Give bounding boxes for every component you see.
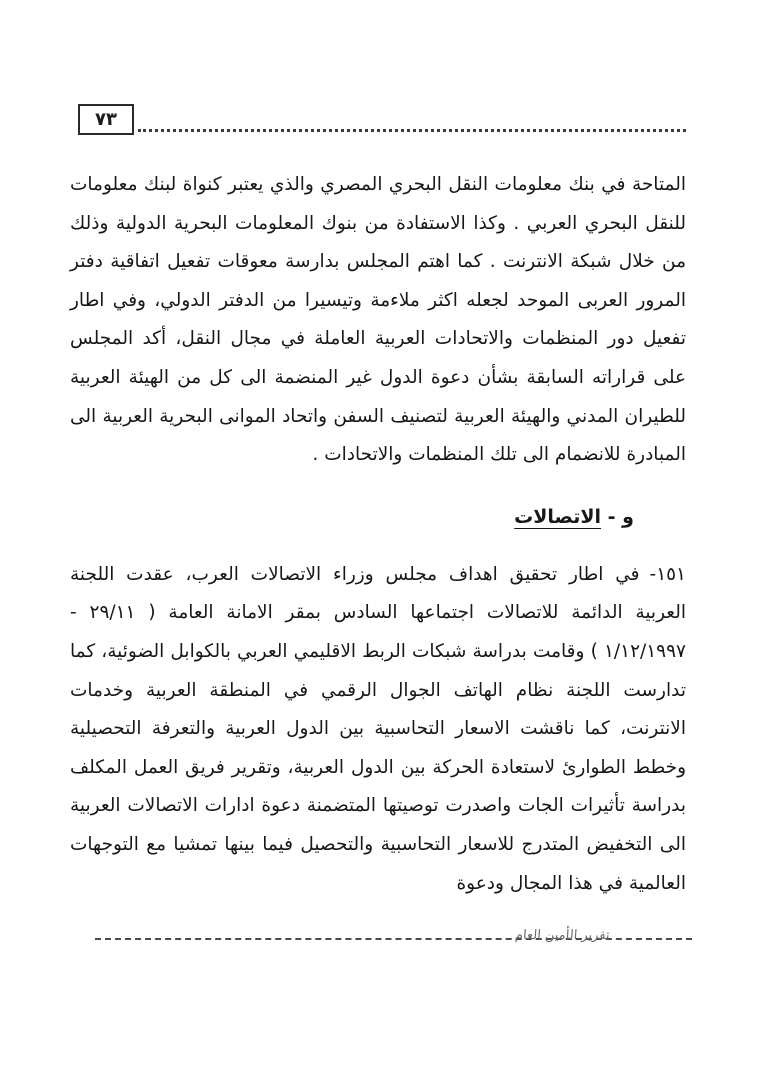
- page-header: [0, 102, 758, 142]
- section-letter: و -: [601, 505, 634, 528]
- footer-label: تقرير الأمين العام: [514, 928, 611, 943]
- page-number: ٧٣: [95, 109, 117, 130]
- paragraph-151-text: في اطار تحقيق اهداف مجلس وزراء الاتصالات العرب، عقدت اللجنة العربية الدائمة للاتصالات اجتماعها السادس بمقر الامانة العامة ( ٢٩/١١ - ١/١٢/١٩٩٧ ) وقامت بدراسة شبكات الربط الاقليمي العربي بالكوابل الضوئية، كما تدارست اللجنة نظام الهاتف الجوال الرقمي في المنطقة العربية وخدمات الانترنت، كما ناقشت الاسعار التحاسبية بين الدول العربية والتعرفة التحصيلية وخطط الطوارئ لاستعادة الحركة بين الدول العربية، وتقرير فريق العمل المكلف بدراسة تأثيرات الجات واصدرت توصيتها المتضمنة دعوة ادارات الاتصالات العربية الى التخفيض المتدرج للاسعار التحاسبية والتحصيل فيما بينها تمشيا مع التوجهات العالمية في هذا المجال ودعوة: [70, 563, 686, 894]
- item-number: ١٥١-: [649, 563, 686, 585]
- paragraph-151: [70, 556, 686, 903]
- page-footer: [95, 926, 692, 952]
- section-title: الاتصالات: [514, 505, 602, 528]
- paragraph-continuation: المتاحة في بنك معلومات النقل البحري المصري والذي يعتبر كنواة لبنك معلومات للنقل البحري العربي . وكذا الاستفادة من بنوك المعلومات البحرية الدولية وذلك من خلال شبكة الانترنت . كما اهتم المجلس بدارسة معوقات تفعيل اتفاقية دفتر المرور العربى الموحد لجعله اكثر ملاءمة وتيسيرا من الدفتر الدولي، وفي اطار تفعيل دور المنظمات والاتحادات العربية العاملة في مجال النقل، أكد المجلس على قراراته السابقة بشأن دعوة الدول غير المنضمة الى كل من الهيئة العربية للطيران المدني والهيئة العربية لتصنيف السفن واتحاد الموانى البحرية العربية الى المبادرة للانضمام الى تلك المنظمات والاتحادات .: [70, 174, 686, 466]
- page-number-box: [78, 104, 134, 135]
- document-body: [70, 166, 686, 903]
- header-dotted-rule: [138, 129, 686, 132]
- section-heading: [70, 500, 634, 534]
